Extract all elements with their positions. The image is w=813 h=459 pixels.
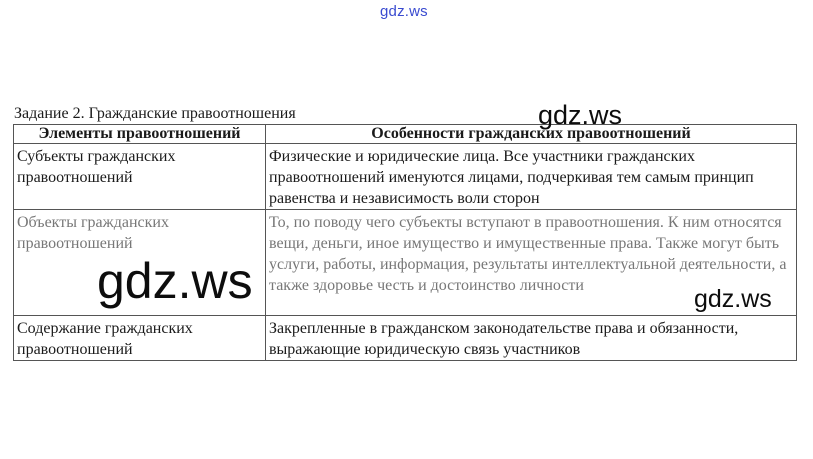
watermark-top: gdz.ws [380, 3, 428, 20]
table-row [14, 316, 797, 361]
relations-table [13, 124, 797, 361]
row-objects-element: Объекты гражданских правоотношений [14, 210, 266, 316]
row-objects-feature: То, по поводу чего субъекты вступают в правоотношения. К ним относятся вещи, деньги, иное имущество и имущественные права. Также могут быть услуги, работы, информация, результаты интеллектуальной деятельности, а также здоровье честь и достоинство личности [266, 210, 797, 316]
watermark-right: gdz.ws [694, 285, 772, 313]
row-content-element: Содержание гражданских правоотношений [14, 316, 266, 361]
task-title: Задание 2. Гражданские правоотношения [14, 105, 296, 122]
watermark-mid: gdz.ws [538, 100, 623, 130]
watermark-big: gdz.ws [97, 253, 253, 309]
row-subjects-feature: Физические и юридические лица. Все участники гражданских правоотношений именуются лицами, подчеркивая тем самым принцип равенства и независимость воли сторон [266, 144, 797, 210]
row-content-feature: Закрепленные в гражданском законодательстве права и обязанности, выражающие юридическую связь участников [266, 316, 797, 361]
table-row [14, 144, 797, 210]
header-elements: Элементы правоотношений [14, 125, 266, 144]
row-subjects-element: Субъекты гражданских правоотношений [14, 144, 266, 210]
header-features: Особенности гражданских правоотношений [266, 125, 797, 144]
table-header-row [14, 125, 797, 144]
